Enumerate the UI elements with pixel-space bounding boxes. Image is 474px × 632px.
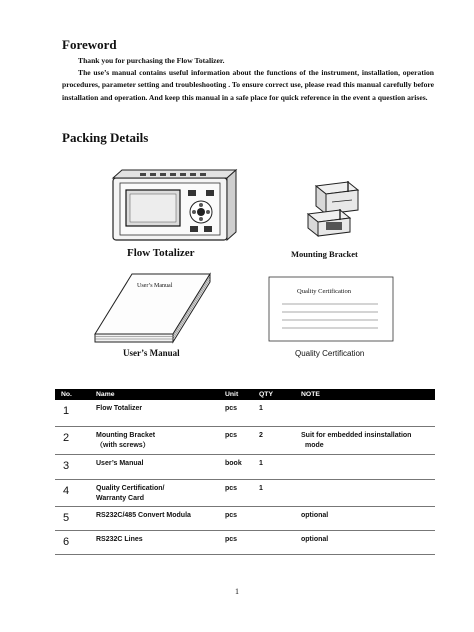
row-no: 3 [55,454,90,479]
header-name: Name [90,389,219,400]
flow-totalizer-caption: Flow Totalizer [127,247,195,259]
row-name-line1: RS232C Lines [96,535,143,543]
row-no: 5 [55,506,90,530]
foreword-text [62,55,434,104]
row-qty: 2 [253,426,295,454]
table-header-row [55,389,435,400]
mounting-bracket-image [302,180,364,240]
foreword-heading: Foreword [62,37,117,52]
row-qty [253,530,295,554]
row-note [295,530,435,554]
row-no: 4 [55,479,90,506]
quality-certification-caption: Quality Certification [295,349,365,358]
row-name-line1: Flow Totalizer [96,405,143,412]
row-unit: pcs [219,400,253,426]
row-qty [253,506,295,530]
row-name-line1: RS232C/485 Convert Modula [96,511,191,519]
header-no: No. [55,389,90,400]
row-name-line1: Mounting Bracket [96,431,156,439]
row-note [295,479,435,506]
row-no: 1 [55,400,90,426]
row-name [90,454,219,479]
table-row [55,479,435,506]
row-name [90,506,219,530]
packing-list-table [55,389,435,555]
row-unit: book [219,454,253,479]
header-unit: Unit [219,389,253,400]
row-qty: 1 [253,454,295,479]
table-row [55,400,435,426]
table-row [55,506,435,530]
table-row [55,454,435,479]
row-note [295,400,435,426]
row-note-line1: optional [301,511,329,519]
certification-card-title: Quality Certification [297,288,351,295]
packing-heading: Packing Details [62,130,149,145]
foreword-paragraph-2: The use’s manual contains useful information about the functions of the instrument, installation, operation procedures, parameter setting and troubleshooting . To ensure correct use, please read this manual carefully before installation and operation. And keep this manual in a safe place for quick reference in the event a question arises. [62,68,434,102]
table-row [55,426,435,454]
foreword-paragraph-1: Thank you for purchasing the Flow Totalizer. [78,56,225,65]
row-note [295,426,435,454]
row-name-line2: Warranty Card [96,495,144,502]
row-note-line1: optional [301,535,329,543]
mounting-bracket-caption: Mounting Bracket [291,249,358,259]
users-manual-caption: User’s Manual [123,348,180,358]
row-no: 6 [55,530,90,554]
row-name-line1: User’s Manual [96,459,144,467]
row-note [295,506,435,530]
quality-certification-image [268,276,394,342]
header-qty: QTY [253,389,295,400]
row-qty: 1 [253,479,295,506]
flow-totalizer-image [110,168,240,246]
row-name-line2: （with screws） [96,442,150,449]
row-name [90,479,219,506]
header-note: NOTE [295,389,435,400]
row-name-line1: Quality Certification/ [96,484,165,492]
row-name [90,400,219,426]
row-unit: pcs [219,426,253,454]
table-row [55,530,435,554]
row-unit: pcs [219,506,253,530]
row-name [90,530,219,554]
manual-cover-title: User’s Manual [137,283,173,289]
row-note-line1: Suit for embedded insinstallation [301,431,412,439]
row-qty: 1 [253,400,295,426]
row-unit: pcs [219,479,253,506]
row-note-line2: mode [305,442,324,449]
page-number: 1 [235,587,239,596]
row-no: 2 [55,426,90,454]
row-unit: pcs [219,530,253,554]
row-note [295,454,435,479]
row-name [90,426,219,454]
